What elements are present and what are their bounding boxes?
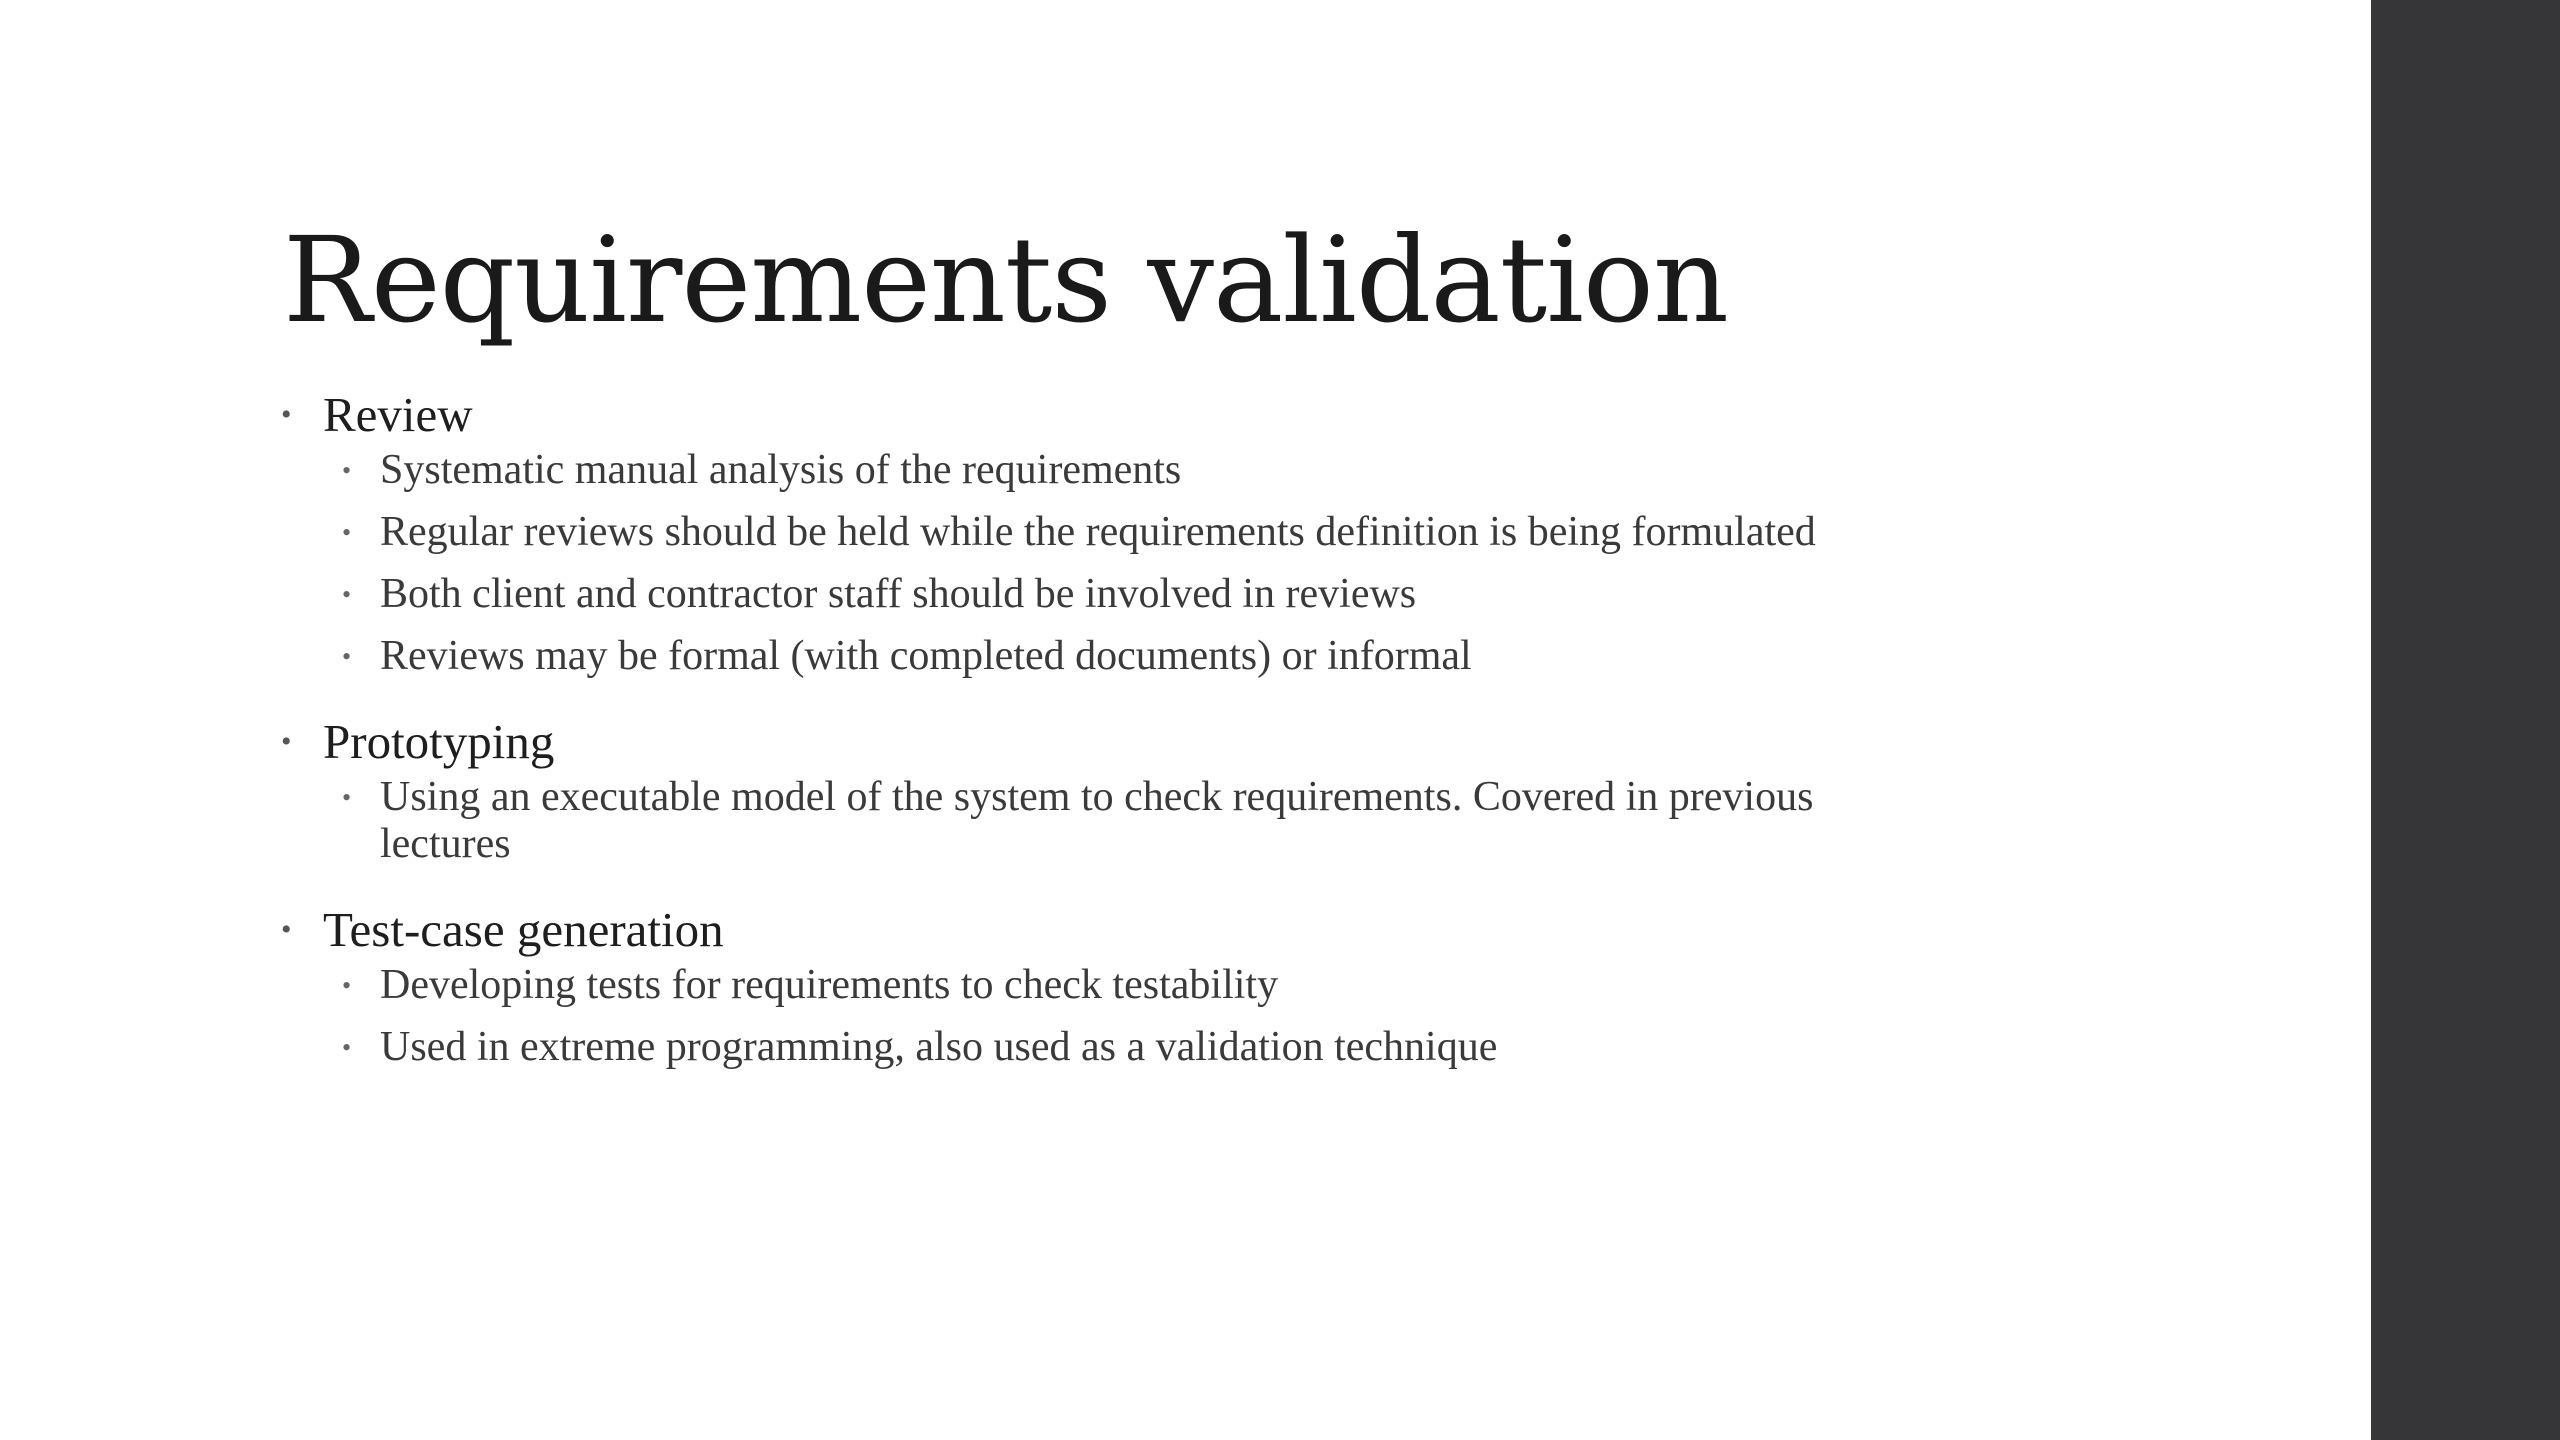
bullet-list: [280, 385, 1900, 1103]
bullet-level2: [280, 509, 1900, 556]
decorative-side-bar: [2371, 0, 2560, 1440]
bullet-level2: [280, 447, 1900, 494]
section-test-case-generation: [280, 900, 1900, 1071]
bullet-text: Used in extreme programming, also used as a validation technique: [380, 1024, 1498, 1070]
bullet-text: Regular reviews should be held while the requirements definition is being formulated: [380, 509, 1816, 555]
bullet-dot-icon: •: [342, 580, 352, 609]
bullet-level2: [280, 962, 1900, 1009]
bullet-dot-icon: •: [342, 518, 352, 547]
bullet-level1: [280, 385, 1900, 445]
bullet-text: Reviews may be formal (with completed documents) or informal: [380, 633, 1472, 679]
bullet-text: Developing tests for requirements to check testability: [380, 962, 1279, 1008]
bullet-dot-icon: •: [342, 456, 352, 485]
section-heading: Review: [323, 387, 473, 442]
bullet-text: Systematic manual analysis of the requirements: [380, 447, 1182, 493]
bullet-dot-icon: •: [342, 642, 352, 671]
bullet-level1: [280, 712, 1900, 772]
bullet-level2: [280, 571, 1900, 618]
sub-bullet-list: [280, 447, 1900, 680]
bullet-dot-icon: •: [342, 1033, 352, 1062]
section-prototyping: [280, 712, 1900, 868]
sub-bullet-list: [280, 774, 1900, 868]
bullet-dot-icon: •: [281, 913, 292, 946]
bullet-dot-icon: •: [342, 783, 352, 812]
section-heading: Prototyping: [323, 714, 555, 769]
slide-title: Requirements validation: [283, 211, 1728, 349]
section-review: [280, 385, 1900, 680]
bullet-level2: [280, 774, 1900, 868]
bullet-text: Both client and contractor staff should be involved in reviews: [380, 571, 1417, 617]
bullet-level1: [280, 900, 1900, 960]
bullet-dot-icon: •: [281, 398, 292, 431]
bullet-text: Using an executable model of the system to check requirements. Covered in previous lectures: [380, 774, 1814, 867]
bullet-dot-icon: •: [342, 971, 352, 1000]
bullet-dot-icon: •: [281, 725, 292, 758]
section-heading: Test-case generation: [323, 902, 724, 957]
bullet-level2: [280, 633, 1900, 680]
bullet-level2: [280, 1024, 1900, 1071]
sub-bullet-list: [280, 962, 1900, 1071]
